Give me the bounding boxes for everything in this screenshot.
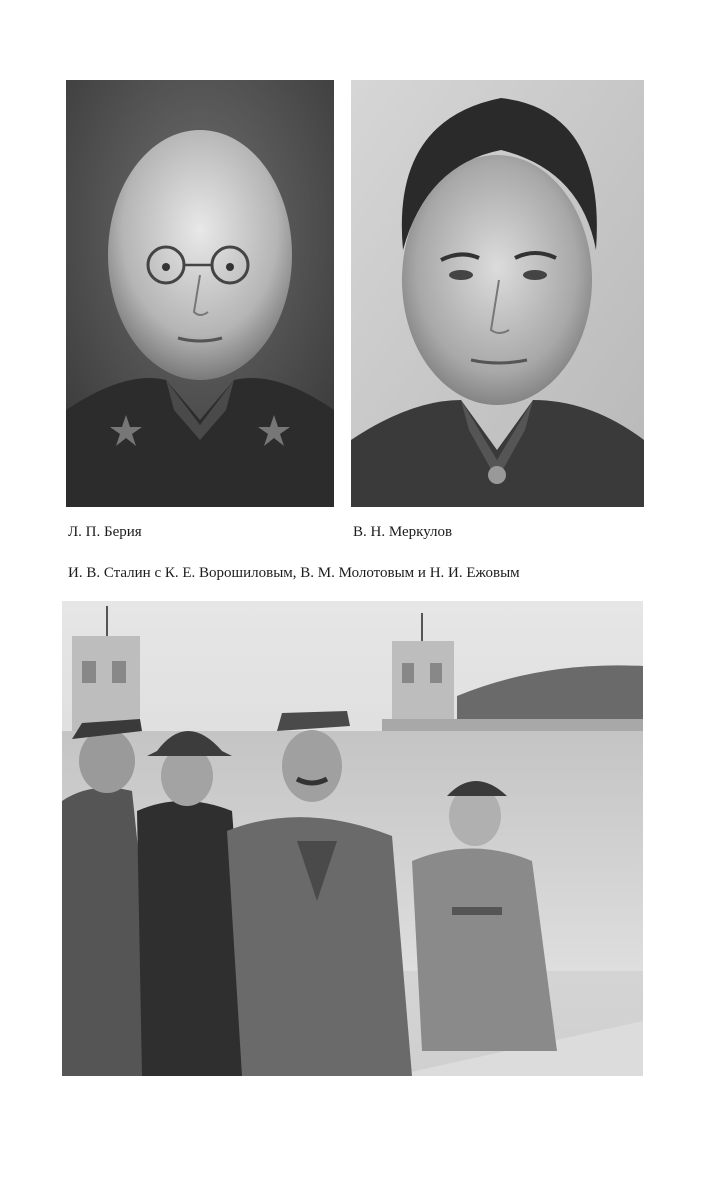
caption-beria: Л. П. Берия	[68, 524, 142, 540]
group-photo	[62, 601, 643, 1076]
caption-merkulov: В. Н. Меркулов	[353, 524, 453, 540]
portrait-photo-beria	[66, 80, 334, 507]
portrait-photo-merkulov	[351, 80, 644, 507]
caption-group-photo: И. В. Сталин с К. Е. Ворошиловым, В. М. Молотовым и Н. И. Ежовым	[68, 565, 520, 581]
